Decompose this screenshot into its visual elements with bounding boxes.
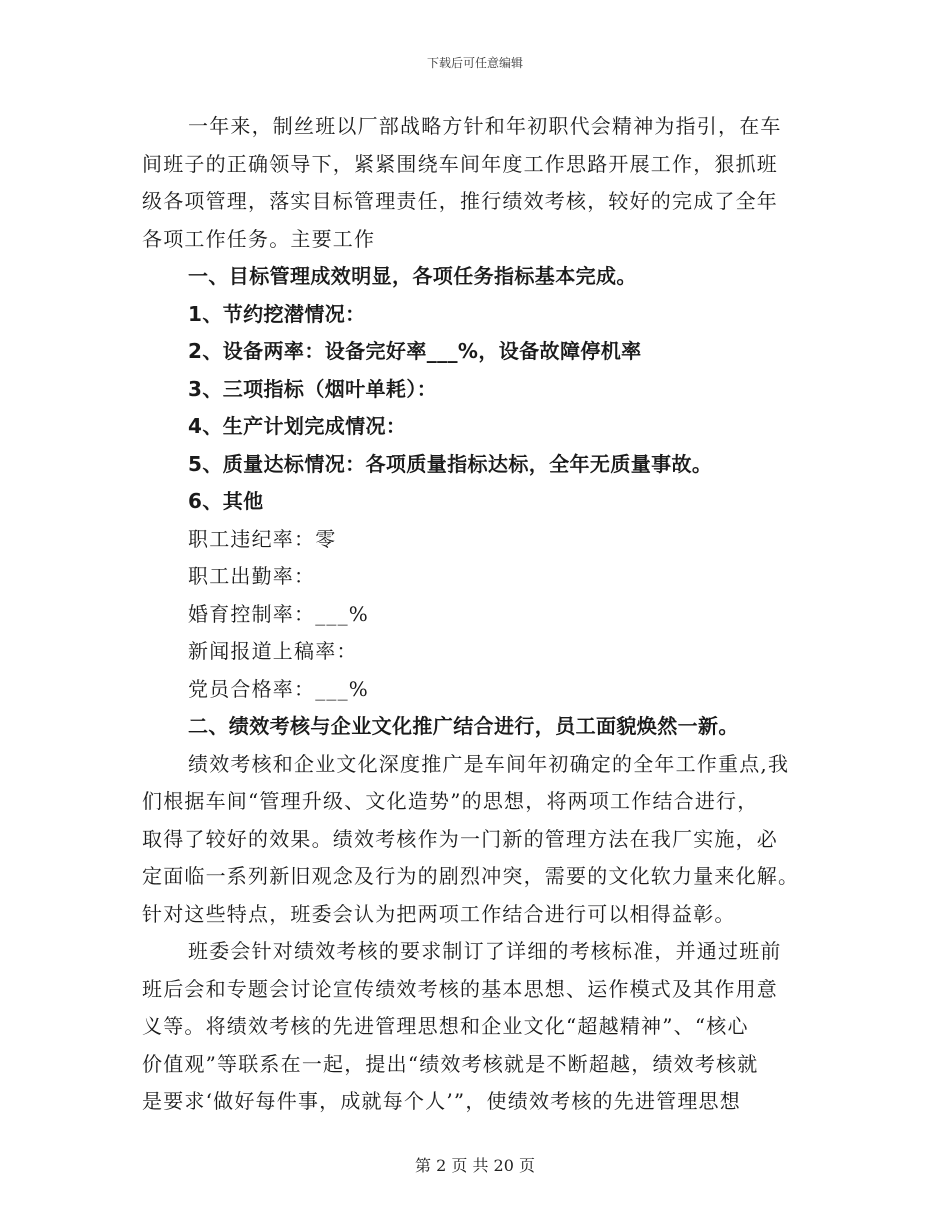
header-note: 下载后可任意编辑 [426, 56, 523, 70]
stat-line: 新闻报道上稿率： [188, 639, 358, 663]
paragraph-line: 一年来，制丝班以厂部战略方针和年初职代会精神为指引，在车 [188, 114, 782, 138]
paragraph-line: 义等。将绩效考核的先进管理思想和企业文化“超越精神”、“核心 [142, 1014, 749, 1038]
item-heading: 6、其他 [188, 489, 264, 513]
paragraph-line: 价值观”等联系在一起，提出“绩效考核就是不断超越，绩效考核就 [142, 1051, 759, 1076]
stat-line: 党员合格率：___% [188, 676, 370, 701]
item-heading: 1、节约挖潜情况： [188, 301, 366, 326]
section-heading-1: 一、目标管理成效明显，各项任务指标基本完成。 [188, 264, 637, 288]
paragraph-line: 针对这些特点，班委会认为把两项工作结合进行可以相得益彰。 [142, 901, 736, 926]
stat-line: 婚育控制率：___% [188, 601, 370, 626]
item-heading: 5、质量达标情况：各项质量指标达标，全年无质量事故。 [188, 451, 713, 476]
stat-line: 职工违纪率：零 [188, 526, 337, 551]
item-heading: 2、设备两率：设备完好率___%，设备故障停机率 [188, 339, 642, 363]
paragraph-line: 级各项管理，落实目标管理责任，推行绩效考核，较好的完成了全年 [142, 189, 778, 213]
stat-line: 职工出勤率： [188, 564, 316, 588]
item-heading: 3、三项指标（烟叶单耗）： [188, 376, 438, 401]
paragraph-line: 们根据车间“管理升级、文化造势”的思想，将两项工作结合进行， [142, 789, 759, 813]
item-heading: 4、生产计划完成情况： [188, 414, 407, 438]
page-number: 第 2 页 共 20 页 [415, 1156, 535, 1175]
document-body [142, 108, 806, 1121]
paragraph-line: 间班子的正确领导下，紧紧围绕车间年度工作思路开展工作，狠抓班 [142, 151, 778, 176]
paragraph-line: 定面临一系列新旧观念及行为的剧烈冲突，需要的文化软力量来化解。 [142, 864, 800, 888]
paragraph-line: 绩效考核和企业文化深度推广是车间年初确定的全年工作重点,我 [188, 751, 790, 776]
paragraph-line: 各项工作任务。主要工作 [142, 226, 376, 251]
paragraph-line: 班后会和专题会讨论宣传绩效考核的基本思想、运作模式及其作用意 [142, 976, 778, 1001]
section-heading-2: 二、绩效考核与企业文化推广结合进行，员工面貌焕然一新。 [188, 714, 739, 738]
paragraph-line: 取得了较好的效果。绩效考核作为一门新的管理方法在我厂实施，必 [142, 826, 778, 851]
paragraph-line: 班委会针对绩效考核的要求制订了详细的考核标准，并通过班前 [188, 939, 782, 963]
paragraph-line: 是要求‘做好每件事，成就每个人’”，使绩效考核的先进管理思想 [142, 1089, 741, 1113]
